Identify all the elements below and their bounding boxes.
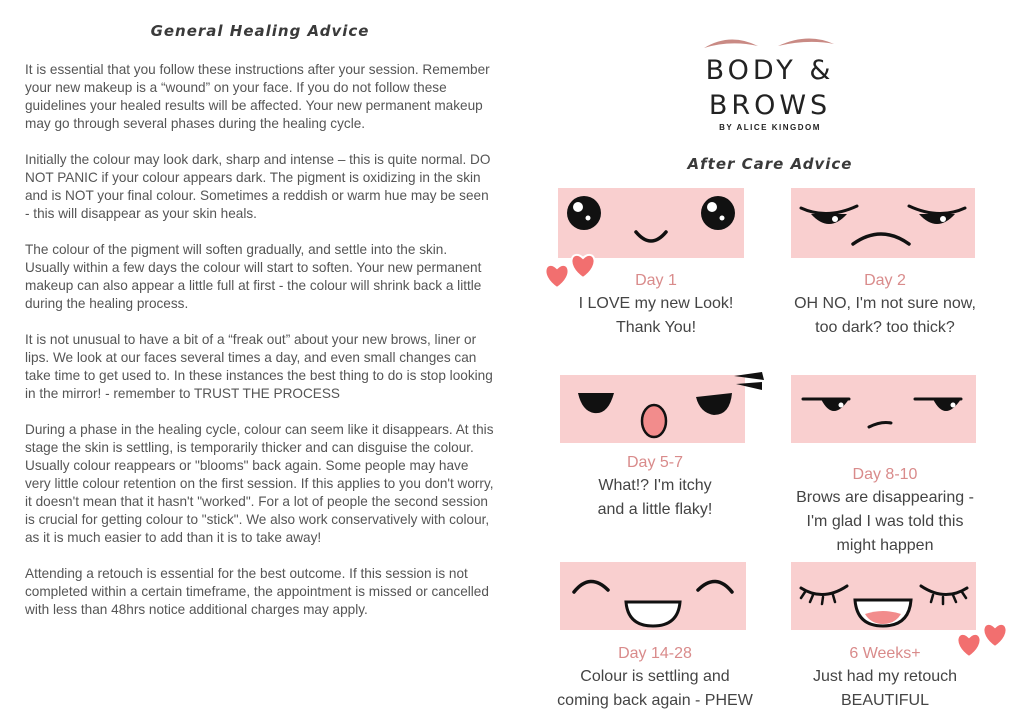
stage-day-1 <box>558 270 754 340</box>
stage-day-2 <box>780 270 990 340</box>
stage-caption: Colour is settling and coming back again - PHEW <box>557 668 753 709</box>
stage-label: Day 14-28 <box>618 645 692 662</box>
stage-caption: I LOVE my new Look! Thank You! <box>578 295 734 336</box>
stage-day-14-28 <box>540 643 770 713</box>
stage-caption: OH NO, I'm not sure now, too dark? too thick? <box>794 295 976 336</box>
stage-caption: Brows are disappearing - I'm glad I was told this might happen <box>796 489 974 554</box>
brows-logo-icon <box>700 34 840 52</box>
advice-paragraph-6: Attending a retouch is essential for the best outcome. If this session is not completed within a certain timeframe, the appointment is missed or cancelled with less than 48hrs notice additional charges may apply. <box>25 566 489 617</box>
after-care-title: After Care Advice <box>687 155 853 173</box>
brand-logo <box>700 34 840 132</box>
face-day-14-28-smile-icon <box>560 562 746 630</box>
anger-mark-icon <box>732 370 766 399</box>
stage-label: Day 8-10 <box>852 466 918 483</box>
logo-text-line-1: BODY & <box>705 55 835 86</box>
stage-label: 6 Weeks+ <box>849 645 921 662</box>
stage-day-8-10 <box>780 464 990 558</box>
advice-paragraph-5: During a phase in the healing cycle, colour can seem like it disappears. At this stage the skin is settling, is temporarily thicker and can disguise the colour. Usually colour reappears or "blooms" back again. Some people may have very little colour retention on the first session. If this applies to you don't worry, it doesn't mean that it hasn't "worked". For a lot of people the second session is crucial for getting colour to "stick". We also work conservatively with colour, as it is much easier to add than it is to take away! <box>25 422 494 545</box>
stage-label: Day 5-7 <box>626 454 684 471</box>
face-day-5-7-annoyed-icon <box>560 375 745 443</box>
face-6-weeks-beautiful-icon <box>791 562 976 630</box>
logo-byline: BY ALICE KINGDOM <box>719 123 821 132</box>
advice-paragraph-1: It is essential that you follow these instructions after your session. Remember your new makeup is a “wound” on your face. If you do not follow these guidelines your healed results will be affected. Your new permanent makeup may go through several phases during the healing cycle. <box>25 62 490 131</box>
stage-label: Day 1 <box>635 272 677 289</box>
face-day-2-worried-icon <box>791 188 975 258</box>
general-healing-advice <box>25 22 495 637</box>
stage-caption: Just had my retouch BEAUTIFUL <box>812 668 958 709</box>
advice-paragraph-3: The colour of the pigment will soften gradually, and settle into the skin. Usually within a few days the colour will start to soften. Your new permanent makeup can also appear a little full at first - the colour will shrink back a little during the healing process. <box>25 242 482 311</box>
stage-label: Day 2 <box>864 272 906 289</box>
stage-6-weeks <box>780 643 990 713</box>
stage-day-5-7 <box>560 452 750 522</box>
advice-paragraph-2: Initially the colour may look dark, sharp and intense – this is quite normal. DO NOT PANIC if your colour appears dark. The pigment is oxidizing in the skin and is NOT your final colour. Sometimes a reddish or warm hue may be seen - this will disappear as your skin heals. <box>25 152 491 221</box>
advice-paragraph-4: It is not unusual to have a bit of a “freak out” about your new brows, liner or lips. We look at our faces several times a day, and even small changes can take time to get used to. In these instances the best thing to do is stop looking in the mirror! - remember to TRUST THE PROCESS <box>25 332 493 401</box>
stage-caption: What!? I'm itchy and a little flaky! <box>597 477 713 518</box>
logo-text-line-2: BROWS <box>708 90 832 121</box>
left-title: General Healing Advice <box>150 22 370 40</box>
face-day-8-10-unsure-icon <box>791 375 976 443</box>
